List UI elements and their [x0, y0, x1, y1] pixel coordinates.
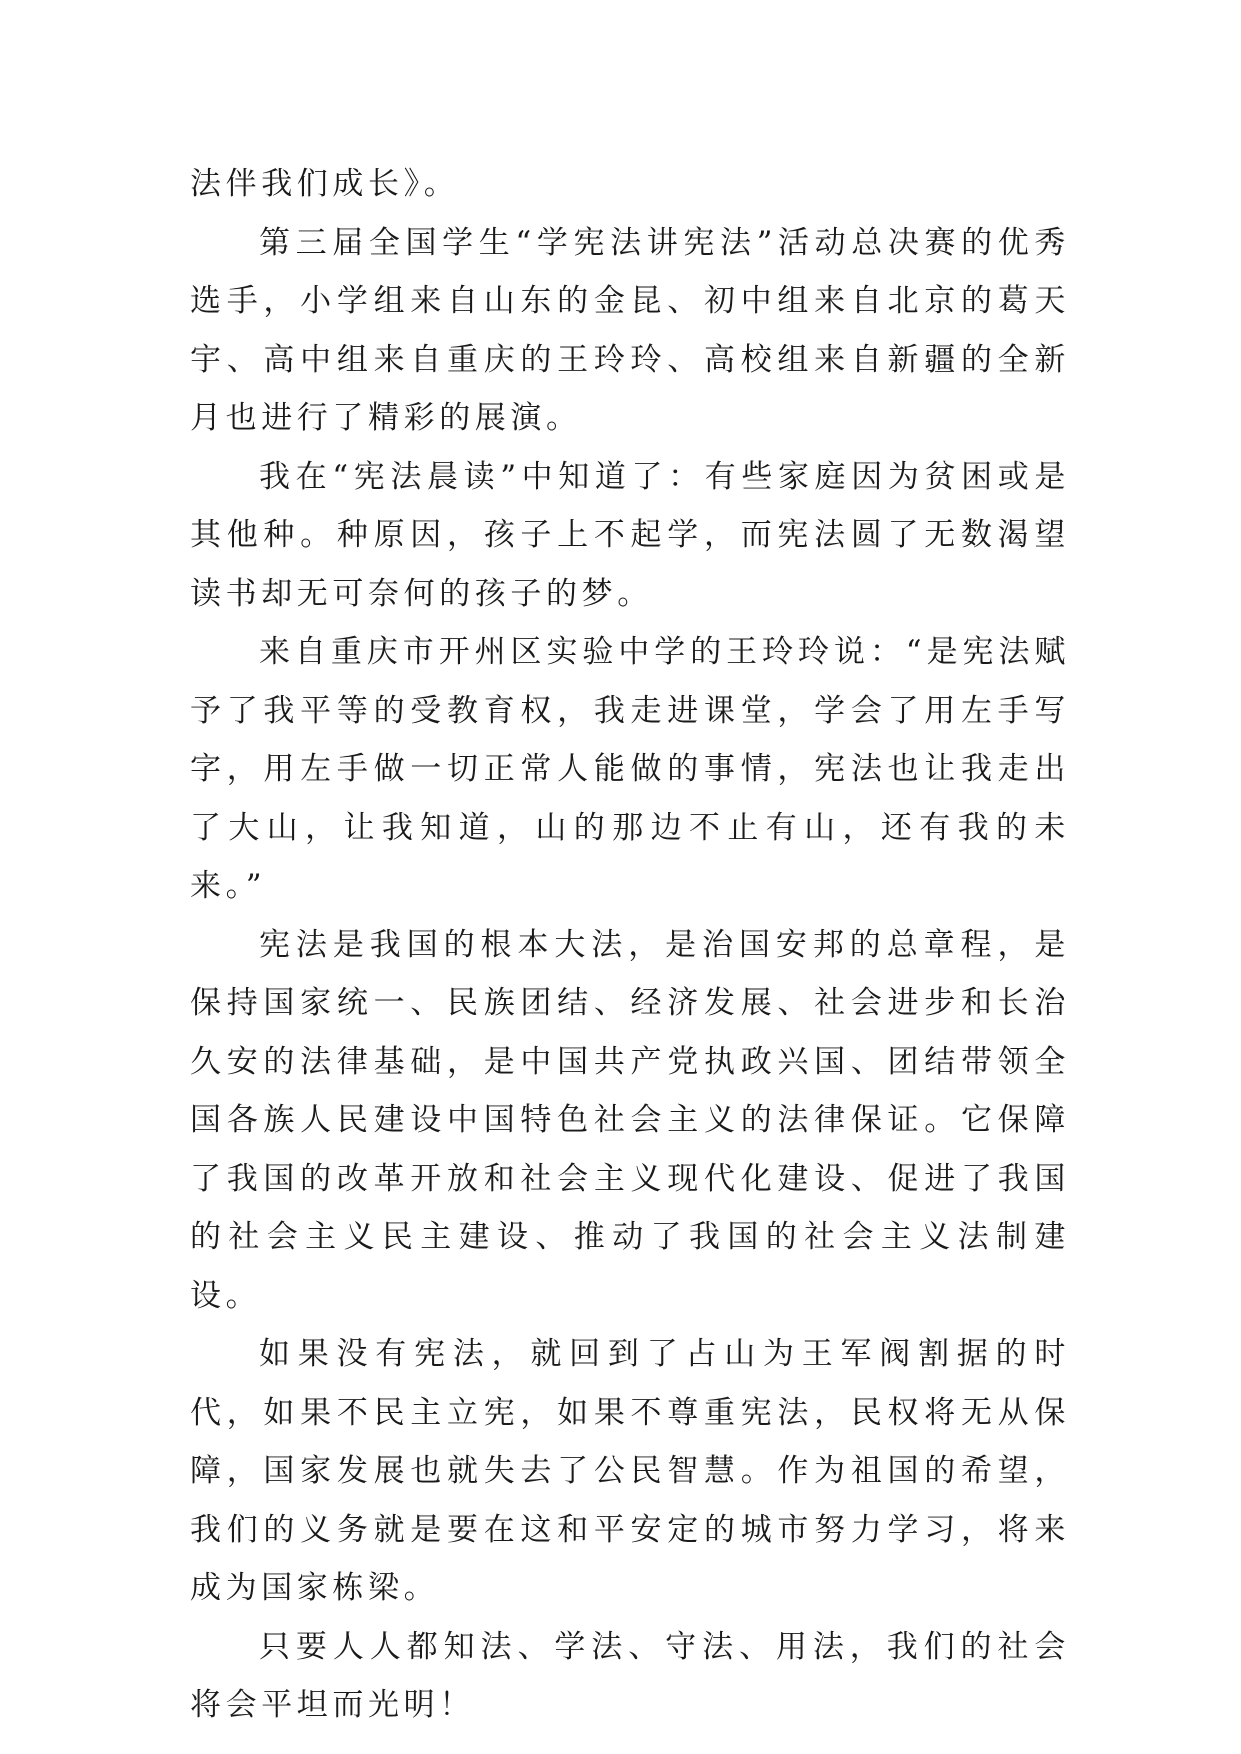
paragraph-morning-reading: 我在“宪法晨读”中知道了：有些家庭因为贫困或是其他种。种原因，孩子上不起学，而宪法圆了无数渴望读书却无可奈何的孩子的梦。	[190, 458, 1070, 612]
document-body	[190, 155, 1070, 1735]
paragraph-quote: 来自重庆市开州区实验中学的王玲玲说：“是宪法赋予了我平等的受教育权，我走进课堂，学会了用左手写字，用左手做一切正常人能做的事情，宪法也让我走出了大山，让我知道，山的那边不止有山，还有我的未来。”	[190, 634, 1070, 904]
paragraph-conclusion: 只要人人都知法、学法、守法、用法，我们的社会将会平坦而光明！	[190, 1628, 1070, 1723]
paragraph-continuation: 法伴我们成长》。	[190, 166, 460, 202]
paragraph-constitution-role: 宪法是我国的根本大法，是治国安邦的总章程，是保持国家统一、民族团结、经济发展、社会进步和长治久安的法律基础，是中国共产党执政兴国、团结带领全国各族人民建设中国特色社会主义的法律保证。它保障了我国的改革开放和社会主义现代化建设、促进了我国的社会主义民主建设、推动了我国的社会主义法制建设。	[190, 926, 1070, 1314]
paragraph-contest-finalists: 第三届全国学生“学宪法讲宪法”活动总决赛的优秀选手，小学组来自山东的金昆、初中组来自北京的葛天宇、高中组来自重庆的王玲玲、高校组来自新疆的全新月也进行了精彩的展演。	[190, 224, 1070, 436]
paragraph-without-constitution: 如果没有宪法，就回到了占山为王军阀割据的时代，如果不民主立宪，如果不尊重宪法，民权将无从保障，国家发展也就失去了公民智慧。作为祖国的希望，我们的义务就是要在这和平安定的城市努力学习，将来成为国家栋梁。	[190, 1336, 1070, 1606]
